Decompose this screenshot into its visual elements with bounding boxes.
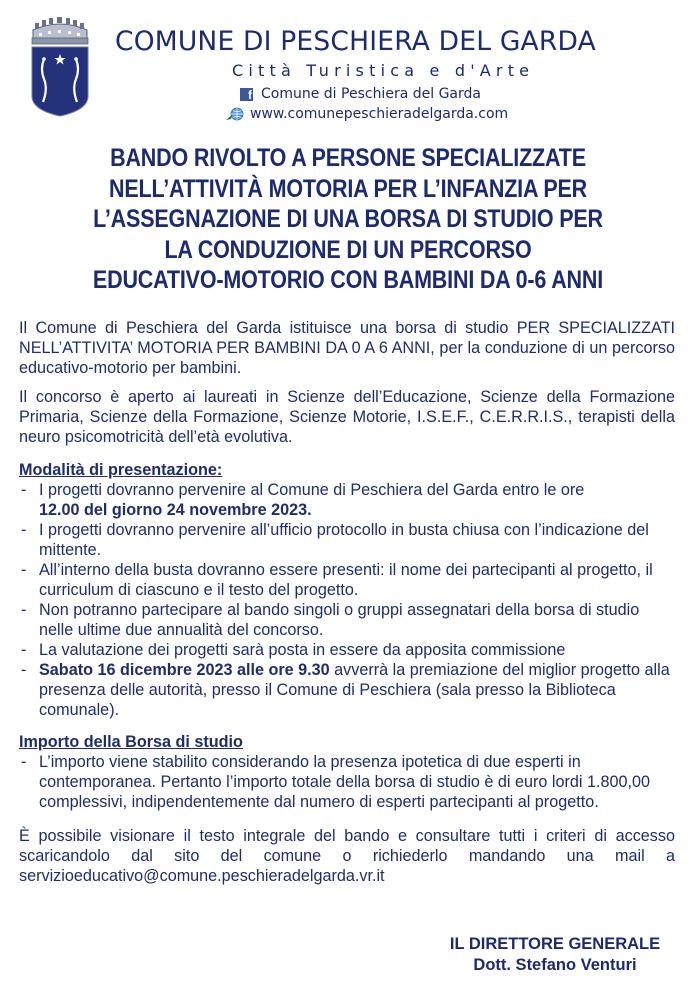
municipality-motto: Città Turistica e d'Arte	[232, 61, 535, 80]
deadline: 12.00 del giorno 24 novembre 2023.	[39, 501, 312, 519]
contact-email[interactable]: servizioeducativo@comune.peschieradelgarda.vr.it	[19, 867, 385, 885]
award-date: Sabato 16 dicembre 2023 alle ore 9.30	[39, 661, 330, 679]
globe-icon	[226, 107, 244, 121]
item-text: avverrà la premiazione del miglior progetto alla presenza delle autorità, presso il Comune di Peschiera (sala presso la Biblioteca comunale).	[39, 661, 670, 719]
closing-paragraph	[19, 826, 675, 886]
title-line: L’ASSEGNAZIONE DI UNA BORSA DI STUDIO PER	[93, 205, 603, 233]
signature-block	[430, 934, 680, 976]
notice-title	[49, 143, 648, 296]
website-url: www.comunepeschieradelgarda.com	[250, 106, 509, 122]
facebook-icon: f	[240, 88, 253, 101]
title-line: BANDO RIVOLTO A PERSONE SPECIALIZZATE	[110, 144, 586, 172]
amount-list	[19, 752, 675, 812]
website-link[interactable]	[226, 106, 508, 122]
submission-heading: Modalità di presentazione:	[19, 461, 223, 479]
list-item: - La valutazione dei progetti sarà posta in essere da apposita commissione	[19, 640, 675, 660]
letterhead	[0, 0, 696, 135]
list-item: - All’interno della busta dovranno essere presenti: il nome dei partecipanti al progetto, il curriculum di ciascuno e il testo del progetto.	[19, 560, 675, 600]
coat-of-arms-icon	[27, 14, 93, 118]
intro-paragraph: Il Comune di Peschiera del Garda istituisce una borsa di studio PER SPECIALIZZATI NELL’ATTIVITA’ MOTORIA PER BAMBINI DA 0 A 6 ANNI, per la conduzione di un percorso educativo-motorio per bambini.	[19, 319, 675, 377]
submission-list	[19, 480, 675, 720]
signatory-name: Dott. Stefano Venturi	[473, 956, 637, 974]
title-line: NELL’ATTIVITÀ MOTORIA PER L’INFANZIA PER	[108, 174, 588, 203]
closing-text: È possibile visionare il testo integrale del bando e consultare tutti i criteri di accesso scaricandolo dal sito del comune o richiederlo mandando una mail a	[19, 827, 675, 865]
list-item	[19, 660, 675, 720]
list-item: - Non potranno partecipare al bando singoli o gruppi assegnatari della borsa di studio nelle ultime due annualità del concorso.	[19, 600, 675, 640]
item-text: I progetti dovranno pervenire al Comune di Peschiera del Garda entro le ore	[39, 481, 585, 499]
list-item	[19, 480, 675, 520]
list-item: - L’importo viene stabilito considerando la presenza ipotetica di due esperti in contemporanea. Pertanto l’importo totale della borsa di studio è di euro lordi 1.800,00 complessivi, indipendentemente dal numero di esperti partecipanti al progetto.	[19, 752, 675, 812]
municipality-name: COMUNE DI PESCHIERA DEL GARDA	[115, 26, 596, 57]
list-item: - I progetti dovranno pervenire all’ufficio protocollo in busta chiusa con l’indicazione del mittente.	[19, 520, 675, 560]
notice-body	[19, 318, 675, 902]
amount-heading: Importo della Borsa di studio	[19, 733, 243, 751]
signatory-role: IL DIRETTORE GENERALE	[449, 935, 661, 953]
title-line: LA CONDUZIONE DI UN PERCORSO	[164, 235, 532, 264]
facebook-link[interactable]	[240, 86, 481, 102]
title-line: EDUCATIVO-MOTORIO CON BAMBINI DA 0-6 ANNI	[92, 266, 604, 294]
facebook-label: Comune di Peschiera del Garda	[261, 86, 481, 102]
eligibility-paragraph: Il concorso è aperto ai laureati in Scienze dell’Educazione, Scienze della Formazione Primaria, Scienze della Formazione, Scienze Motorie, I.S.E.F., C.E.R.R.I.S., terapisti della neuro psicomotricità dell’età evolutiva.	[19, 388, 675, 446]
